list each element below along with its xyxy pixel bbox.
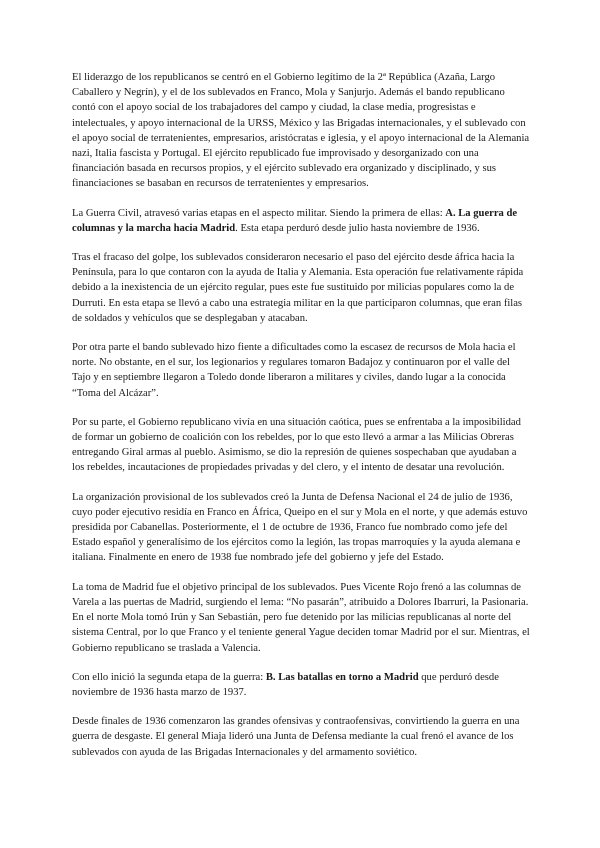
paragraph-1 <box>72 70 530 192</box>
paragraph-8 <box>72 670 530 700</box>
paragraph-2-text: La Guerra Civil, atravesó varias etapas en el aspecto militar. Siendo la primera de ellas: <box>72 207 446 219</box>
paragraph-5 <box>72 415 530 476</box>
paragraph-7 <box>72 580 530 656</box>
paragraph-8-tail: que perduró desde noviembre de 1936 hasta marzo de 1937. <box>72 671 499 698</box>
paragraph-9 <box>72 714 530 760</box>
section-heading-b: B. Las batallas en torno a Madrid <box>265 671 419 683</box>
paragraph-6-text: La organización provisional de los sublevados creó la Junta de Defensa Nacional el 24 de julio de 1936, cuyo poder ejecutivo residía en Franco en África, Queipo en el sur y Mola en el norte, y que además estuvo presidida por Cabanellas. Posteriormente, el 1 de octubre de 1936, Franco fue nombrado como jefe del Estado español y generalísimo de los ejércitos como la legión, las tropas marroquíes y la ayuda alemana e italiana. Finalmente en enero de 1938 fue nombrado jefe del gobierno y jefe del Estado. <box>72 491 528 564</box>
paragraph-2-tail: . Esta etapa perduró desde julio hasta noviembre de 1936. <box>235 222 480 234</box>
paragraph-8-text: Con ello inició la segunda etapa de la guerra: <box>72 671 266 683</box>
paragraph-3-text: Tras el fracaso del golpe, los sublevados consideraron necesario el paso del ejército desde áfrica hacia la Península, para lo que contaron con la ayuda de Italia y Alemania. Esta operación fue relativamente rápida debido a la inexistencia de un ejército regular, pues este fue sustituido por milicias populares como la de Durruti. En esta etapa se llevó a cabo una estrategia militar en la que participaron columnas, que eran filas de soldados y vehículos que se desplegaban y atacaban. <box>72 252 524 324</box>
section-heading-a: A. La guerra de columnas y la marcha hacia Madrid <box>72 207 518 234</box>
paragraph-4-text: Por otra parte el bando sublevado hizo fiente a dificultades como la escasez de recursos de Mola hacia el norte. No obstante, en el sur, los legionarios y regulares tomaron Badajoz y continuaron por el valle del Tajo y en septiembre llegaron a Toledo donde liberaron a militares y civiles, dando lugar a la conocida “Toma del Alcázar”. <box>72 342 516 399</box>
paragraph-7-text: La toma de Madrid fue el objetivo principal de los sublevados. Pues Vicente Rojo frenó a las columnas de Varela a las puertas de Madrid, surgiendo el lema: “No pasarán”, atribuido a Dolores Ibarruri, la Pasionaria. En el norte Mola tomó Irún y San Sebastián, pero fue detenido por las milicias republicanas al norte del sistema Central, por lo que Franco y el teniente general Yague deciden tomar Madrid por el sur. Mientras, el Gobierno republicano se traslada a Valencia. <box>72 581 530 654</box>
paragraph-6 <box>72 490 530 566</box>
paragraph-3 <box>72 250 530 326</box>
paragraph-5-text: Por su parte, el Gobierno republicano vivía en una situación caótica, pues se enfrentaba a la imposibilidad de formar un gobierno de coalición con los rebeldes, por lo que esto llevó a armar a las Milicias Obreras entregando Giral armas al pueblo. Asimismo, se dio la represión de quienes sospechaban que ayudaban a los rebeldes, incautaciones de propiedades privadas y del clero, y el intento de desatar una revolución. <box>72 416 521 474</box>
paragraph-1-text: El liderazgo de los republicanos se centró en el Gobierno legítimo de la 2ª República (Azaña, Largo Caballero y Negrín), y el de los sublevados en Franco, Mola y Sanjurjo. Además el bando republicano contó con el apoyo social de los trabajadores del campo y ciudad, la clase media, progresistas e intelectuales, y apoyo internacional de la URSS, México y las Brigadas internacionales, y el sublevado con el apoyo social de terratenientes, empresarios, aristócratas e iglesia, y el apoyo internacional de la Alemania nazi, Italia fascista y Portugal. El ejército republicado fue improvisado y desorganizado con una financiación basada en recursos propios, y el ejército sublevado era organizado y disciplinado, y sus financiaciones se basaban en recursos de terratenientes y empresarios. <box>72 72 530 190</box>
paragraph-4 <box>72 340 530 401</box>
paragraph-9-text: Desde finales de 1936 comenzaron las grandes ofensivas y contraofensivas, convirtiendo la guerra en una guerra de desgaste. El general Miaja lideró una Junta de Defensa mediante la cual frenó el avance de los sublevados con ayuda de las Brigadas Internacionales y del armamento soviético. <box>72 716 520 758</box>
paragraph-2 <box>72 206 530 236</box>
